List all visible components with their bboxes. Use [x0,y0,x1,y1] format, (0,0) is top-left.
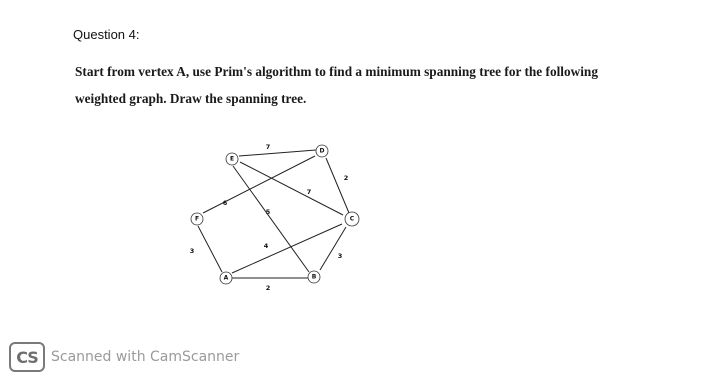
vertex-C-label: C [349,215,355,223]
edge-A-C [232,224,342,273]
weight-E-C: 7 [306,188,312,196]
weight-D-C: 2 [343,174,349,182]
camscanner-logo-icon: CS [9,342,45,372]
weight-A-C: 4 [263,242,269,250]
camscanner-watermark [9,342,239,372]
weight-F-A: 3 [189,247,195,255]
question-heading: Question 4: [73,27,140,42]
watermark-text: Scanned with CamScanner [51,349,240,365]
question-text-line-2: weighted graph. Draw the spanning tree. [75,91,307,106]
question-text-line-1: Start from vertex A, use Prim's algorithm to find a minimum spanning tree for the following [75,64,598,79]
weight-F-D: 6 [222,199,228,207]
vertex-D-label: D [319,147,325,155]
edge-C-B [320,227,346,270]
vertex-F-label: F [194,215,200,223]
weight-C-B: 3 [337,252,343,260]
weight-E-B: 5 [265,208,271,216]
weight-A-B: 2 [265,284,271,292]
vertex-E-label: E [229,155,235,163]
edge-E-D [239,150,316,156]
vertex-B-label: B [311,273,317,281]
edge-E-C [240,162,343,215]
vertex-A-label: A [223,274,229,282]
edge-F-A [198,226,222,272]
edge-F-D [203,156,315,213]
weight-E-D: 7 [265,143,271,151]
edge-D-C [326,158,349,213]
